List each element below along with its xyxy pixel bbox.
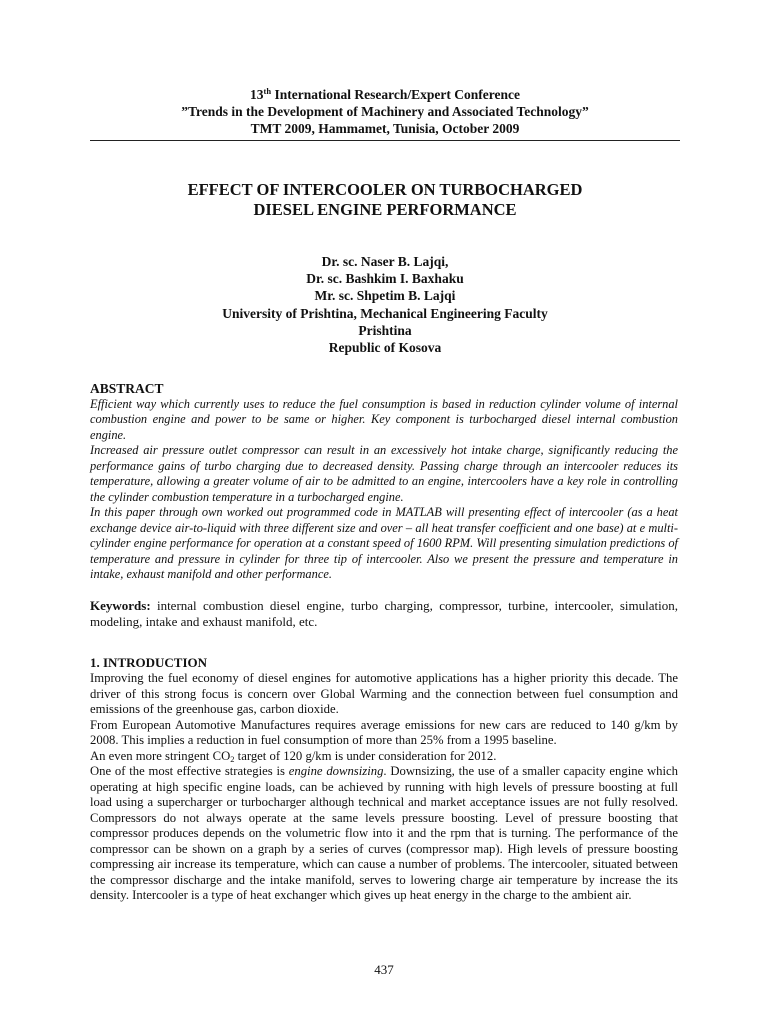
header-rule — [90, 140, 680, 141]
affiliation: University of Prishtina, Mechanical Engineering Faculty — [222, 305, 548, 321]
city: Prishtina — [358, 322, 412, 338]
abstract-paragraph-3: In this paper through own worked out programmed code in MATLAB will presenting effect of intercooler (as a heat exchange device air-to-liquid with three different size and over – all heat transfer coefficient and one base) at e multi-cylinder engine performance for operation at a constant speed of 1600 RPM. Will presenting simulation predictions of temperature and pressure in cylinder for three tip of intercooler. Also we present the pressure and temperature in intake, exhaust manifold and other performance. — [90, 505, 678, 581]
title-line-1: EFFECT OF INTERCOOLER ON TURBOCHARGED — [187, 180, 583, 199]
intro-paragraph-4: One of the most effective strategies is engine downsizing. Downsizing, the use of a smaller capacity engine which operating at high specific engine loads, can be achieved by running with high levels of pressure boosting at full load using a supercharger or turbocharger although technical and market acceptance issues are not fully resolved. Compressors do not always operate at the same levels pressure boosting. Level of pressure boosting that compressor produces depends on the volumetric flow into it and the rpm that is turning. The performance of the compressor can be shown on a graph by a series of curves (compressor map). High levels of pressure boosting compressing air increase its temperature, which can cause a number of problems. The intercooler, situated between the compressor discharge and the intake manifold, serves to lowering charge air temperature by increase the its density. Intercooler is a type of heat exchanger which gives up heat energy in the charge to the ambient air. — [90, 764, 678, 902]
keywords — [90, 598, 678, 629]
abstract-heading: ABSTRACT — [90, 381, 164, 396]
author-block — [90, 253, 680, 356]
paper-title — [90, 180, 680, 220]
intro-paragraph-2: From European Automotive Manufactures requires average emissions for new cars are reduced to 140 g/km by 2008. This implies a reduction in fuel consumption of more than 25% from a 1995 baseline. — [90, 717, 678, 747]
keywords-text: internal combustion diesel engine, turbo charging, compressor, turbine, intercooler, simulation, modeling, intake and exhaust manifold, etc. — [90, 598, 678, 629]
conference-theme: ”Trends in the Development of Machinery and Associated Technology” — [181, 104, 589, 119]
conference-header — [90, 86, 680, 137]
introduction-body — [90, 671, 678, 904]
author-1: Dr. sc. Naser B. Lajqi, — [321, 254, 449, 269]
abstract-paragraph-2: Increased air pressure outlet compressor can result in an excessively hot intake charge, significantly reducing the performance gains of turbo charging due to decreased density. Passing charge through an intercooler reduces its temperature, allowing a greater volume of air to be admitted to an engine, intercoolers have a key role in controlling the cylinder combustion temperature in a turbocharged engine. — [90, 443, 678, 504]
abstract-body — [90, 397, 678, 582]
page-number: 437 — [374, 962, 394, 977]
title-line-2: DIESEL ENGINE PERFORMANCE — [253, 200, 517, 219]
author-2: Dr. sc. Bashkim I. Baxhaku — [306, 271, 464, 287]
conference-venue: TMT 2009, Hammamet, Tunisia, October 2009 — [250, 121, 520, 136]
keywords-label: Keywords: — [90, 598, 151, 613]
abstract-paragraph-1: Efficient way which currently uses to reduce the fuel consumption is based in reduction cylinder volume of internal combustion engine and power to be same or higher. Key component is turbocharged diesel internal combustion engine. — [90, 397, 678, 442]
country: Republic of Kosova — [328, 340, 442, 356]
conference-name: 13th International Research/Expert Conference — [250, 86, 520, 102]
introduction-heading: 1. INTRODUCTION — [90, 655, 208, 670]
intro-paragraph-1: Improving the fuel economy of diesel engines for automotive applications has a higher priority this decade. The driver of this strong focus is concern over Global Warming and the connection between fuel consumption and emissions of the greenhouse gas, carbon dioxide. — [90, 671, 678, 716]
author-3: Mr. sc. Shpetim B. Lajqi — [314, 288, 456, 304]
intro-paragraph-3: An even more stringent $CO_2$ target of 120 g/km is under consideration for 2012. — [90, 748, 497, 764]
